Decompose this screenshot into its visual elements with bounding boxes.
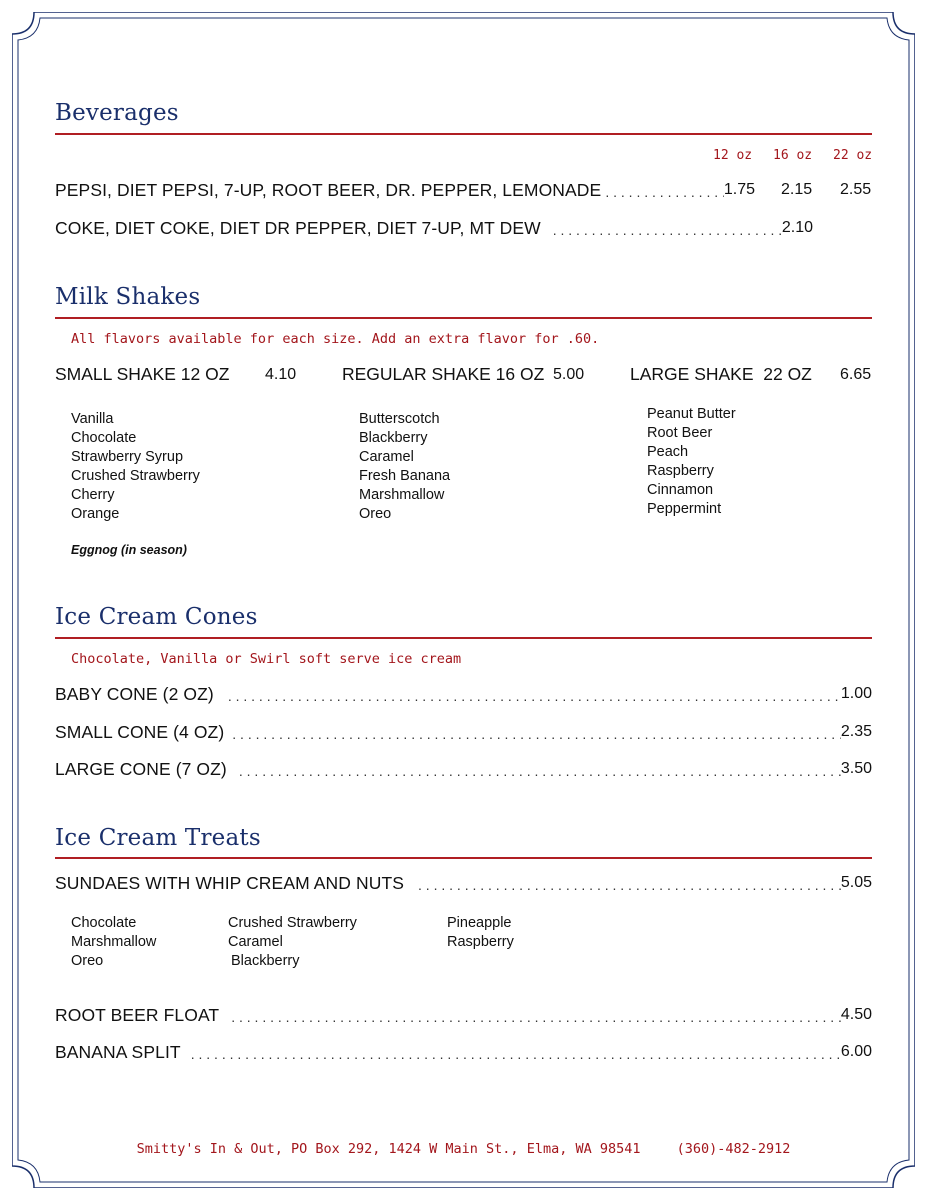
item-name: BANANA SPLIT — [55, 1042, 181, 1062]
leader-dots — [219, 1007, 841, 1027]
topping-item: Oreo — [71, 953, 104, 969]
section-title-milk-shakes: Milk Shakes — [55, 284, 201, 310]
topping-item: Crushed Strawberry — [228, 915, 357, 931]
item-name: COKE, DIET COKE, DIET DR PEPPER, DIET 7-UP, MT DEW — [55, 218, 541, 238]
leader-dots — [601, 182, 724, 202]
topping-item: Caramel — [228, 934, 283, 950]
section-rule — [55, 637, 872, 639]
item-price: 4.50 — [840, 1006, 872, 1023]
leader-dots — [227, 761, 841, 781]
section-rule — [55, 857, 872, 859]
item-price: 1.00 — [840, 685, 872, 702]
item-name: SMALL CONE (4 OZ) — [55, 722, 225, 742]
topping-list-col2 — [228, 914, 357, 971]
topping-item: Raspberry — [447, 934, 514, 950]
flavor-item: Raspberry — [647, 463, 714, 479]
size-header-22oz: 22 oz — [833, 148, 873, 163]
topping-item: Marshmallow — [71, 934, 157, 950]
flavor-item: Marshmallow — [359, 487, 445, 503]
flavor-item: Peanut Butter — [647, 406, 736, 422]
regular-shake-price: 5.00 — [553, 366, 585, 383]
shakes-note: All flavors available for each size. Add an extra flavor for .60. — [71, 331, 600, 347]
topping-item: Chocolate — [71, 915, 137, 931]
item-name: LARGE CONE (7 OZ) — [55, 759, 227, 779]
flavor-list-col3 — [647, 405, 736, 519]
flavor-item: Peppermint — [647, 501, 722, 517]
cone-row — [55, 720, 872, 744]
small-shake-label: SMALL SHAKE 12 OZ — [55, 364, 230, 384]
price-16oz: 2.10 — [781, 219, 813, 236]
price-16oz: 2.15 — [781, 181, 813, 198]
section-rule — [55, 133, 872, 135]
section-title-beverages: Beverages — [55, 100, 179, 126]
flavor-item: Orange — [71, 506, 120, 522]
size-header-16oz: 16 oz — [773, 148, 813, 163]
flavor-item: Strawberry Syrup — [71, 449, 184, 465]
flavor-item: Root Beer — [647, 425, 713, 441]
leader-dots — [404, 875, 841, 895]
cone-row — [55, 757, 872, 781]
price-22oz: 2.55 — [840, 181, 872, 198]
item-price: 3.50 — [840, 760, 872, 777]
small-shake-price: 4.10 — [265, 366, 297, 383]
flavor-item: Cinnamon — [647, 482, 714, 498]
price-12oz: 1.75 — [723, 181, 755, 198]
topping-item: Pineapple — [447, 915, 512, 931]
flavor-list-col1 — [71, 410, 200, 524]
regular-shake-label: REGULAR SHAKE 16 OZ — [342, 364, 545, 384]
footer-contact — [0, 1141, 927, 1157]
flavor-item: Peach — [647, 444, 689, 460]
seasonal-flavor: Eggnog (in season) — [71, 543, 187, 557]
flavor-list-col2 — [359, 410, 450, 524]
topping-list-col1 — [71, 914, 156, 971]
leader-dots — [214, 686, 841, 706]
flavor-item: Vanilla — [71, 411, 114, 427]
flavor-item: Oreo — [359, 506, 392, 522]
large-shake-label: LARGE SHAKE 22 OZ — [630, 364, 812, 384]
section-title-ice-cream-treats: Ice Cream Treats — [55, 825, 261, 851]
item-name: PEPSI, DIET PEPSI, 7-UP, ROOT BEER, DR. PEPPER, LEMONADE — [55, 180, 602, 200]
topping-item: Blackberry — [231, 953, 300, 969]
section-rule — [55, 317, 872, 319]
flavor-item: Fresh Banana — [359, 468, 451, 484]
footer-address: Smitty's In & Out, PO Box 292, 1424 W Main St., Elma, WA 98541 — [136, 1141, 641, 1157]
footer-phone: (360)-482-2912 — [676, 1141, 791, 1157]
flavor-item: Blackberry — [359, 430, 428, 446]
flavor-item: Crushed Strawberry — [71, 468, 200, 484]
cone-row — [55, 682, 872, 706]
item-name: SUNDAES WITH WHIP CREAM AND NUTS — [55, 873, 405, 893]
leader-dots — [224, 724, 841, 744]
size-header-12oz: 12 oz — [713, 148, 753, 163]
item-price: 2.35 — [840, 723, 872, 740]
flavor-item: Butterscotch — [359, 411, 440, 427]
topping-list-col3 — [447, 914, 514, 952]
banana-split-row — [55, 1040, 872, 1064]
beverage-row-coke — [55, 216, 813, 240]
section-title-ice-cream-cones: Ice Cream Cones — [55, 604, 258, 630]
sundae-row — [55, 871, 872, 895]
beverage-row-pepsi — [55, 178, 755, 202]
flavor-item: Chocolate — [71, 430, 137, 446]
leader-dots — [181, 1044, 841, 1064]
flavor-item: Caramel — [359, 449, 414, 465]
item-name: BABY CONE (2 OZ) — [55, 684, 214, 704]
root-beer-float-row — [55, 1003, 872, 1027]
item-price: 5.05 — [840, 874, 872, 891]
flavor-item: Cherry — [71, 487, 115, 503]
large-shake-price: 6.65 — [840, 366, 872, 383]
cones-note: Chocolate, Vanilla or Swirl soft serve ice cream — [71, 651, 462, 667]
leader-dots — [541, 220, 782, 240]
item-name: ROOT BEER FLOAT — [55, 1005, 220, 1025]
item-price: 6.00 — [840, 1043, 872, 1060]
